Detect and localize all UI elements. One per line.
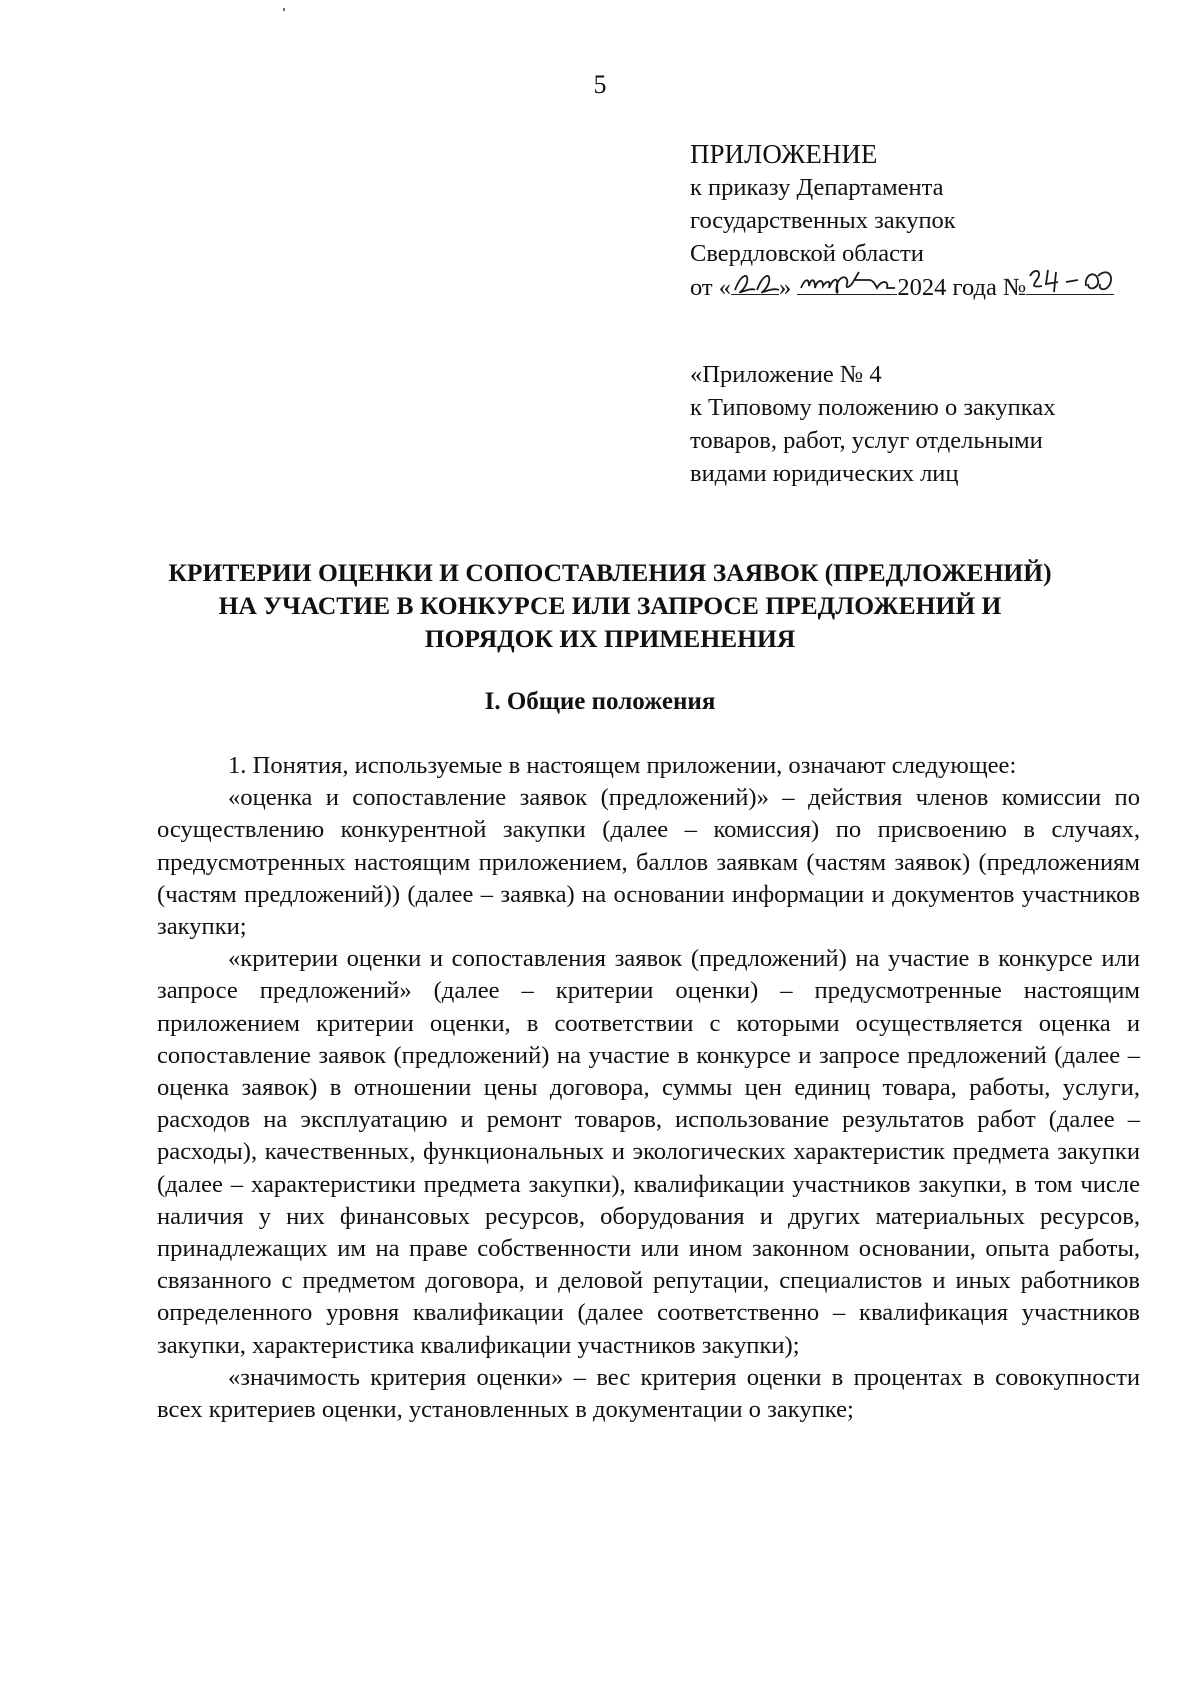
- date-prefix: от «: [690, 274, 732, 301]
- title-line: ПОРЯДОК ИХ ПРИМЕНЕНИЯ: [424, 624, 796, 653]
- handwritten-order-number: [1026, 264, 1118, 298]
- appendix-ref-line: к Типовому положению о закупках: [690, 394, 1056, 421]
- date-mid: »: [779, 274, 792, 301]
- appendix-ref-line: «Приложение № 4: [690, 361, 882, 388]
- appendix-line: к приказу Департамента: [690, 174, 944, 201]
- date-year: 2024 года №: [897, 274, 1027, 301]
- number-blank: [1026, 270, 1114, 295]
- page-number: 5: [593, 70, 607, 99]
- document-title: [120, 556, 1100, 655]
- paragraph: «значимость критерия оценки» – вес критерия оценки в процентах в совокупности всех критериев оценки, установленных в документации о закупке;: [157, 1363, 1140, 1424]
- handwritten-month: [797, 264, 901, 298]
- scan-speck: [283, 8, 285, 11]
- paragraph: 1. Понятия, используемые в настоящем приложении, означают следующее:: [228, 752, 1017, 779]
- appendix-header: [690, 138, 1160, 304]
- paragraph: «критерии оценки и сопоставления заявок (предложений) на участие в конкурсе или запросе предложений» (далее – критерии оценки) – предусмотренные настоящим приложением критерии оценки, в соответствии с которыми осуществляется оценка и сопоставление заявок (предложений) на участие в конкурсе и запросе предложений (далее – оценка заявок) в отношении цены договора, суммы цен единиц товара, работы, услуги, расходов на эксплуатацию и ремонт товаров, использование результатов работ (далее – расходы), качественных, функциональных и экологических характеристик предмета закупки (далее – характеристики предмета закупки), квалификации участников закупки, в том числе наличия у них финансовых ресурсов, оборудования и других материальных ресурсов, принадлежащих им на праве собственности или ином законном основании, опыта работы, связанного с предметом договора, и деловой репутации, специалистов и иных работников определенного уровня квалификации (далее соответственно – квалификация участников закупки, характеристика квалификации участников закупки);: [157, 945, 1140, 1359]
- section-heading: I. Общие положения: [484, 688, 716, 715]
- appendix-line: Свердловской области: [690, 240, 924, 267]
- appendix-title: ПРИЛОЖЕНИЕ: [690, 139, 878, 169]
- appendix-reference: [690, 358, 1160, 490]
- day-blank: [731, 270, 779, 295]
- appendix-ref-line: видами юридических лиц: [690, 460, 959, 487]
- body-text: [157, 750, 1140, 1426]
- appendix-line: государственных закупок: [690, 207, 956, 234]
- order-date-line: [690, 270, 1160, 304]
- paragraph: «оценка и сопоставление заявок (предложений)» – действия членов комиссии по осуществлению конкурентной закупки (далее – комиссия) по присвоению в случаях, предусмотренных настоящим приложением, баллов заявкам (частям заявок) (предложениям (частям предложений)) (далее – заявка) на основании информации и документов участников закупки;: [157, 784, 1140, 941]
- appendix-ref-line: товаров, работ, услуг отдельными: [690, 427, 1043, 454]
- title-line: КРИТЕРИИ ОЦЕНКИ И СОПОСТАВЛЕНИЯ ЗАЯВОК (ПРЕДЛОЖЕНИЙ): [168, 558, 1052, 587]
- title-line: НА УЧАСТИЕ В КОНКУРСЕ ИЛИ ЗАПРОСЕ ПРЕДЛОЖЕНИЙ И: [218, 591, 1002, 620]
- handwritten-day: [731, 268, 783, 298]
- month-blank: [797, 270, 897, 295]
